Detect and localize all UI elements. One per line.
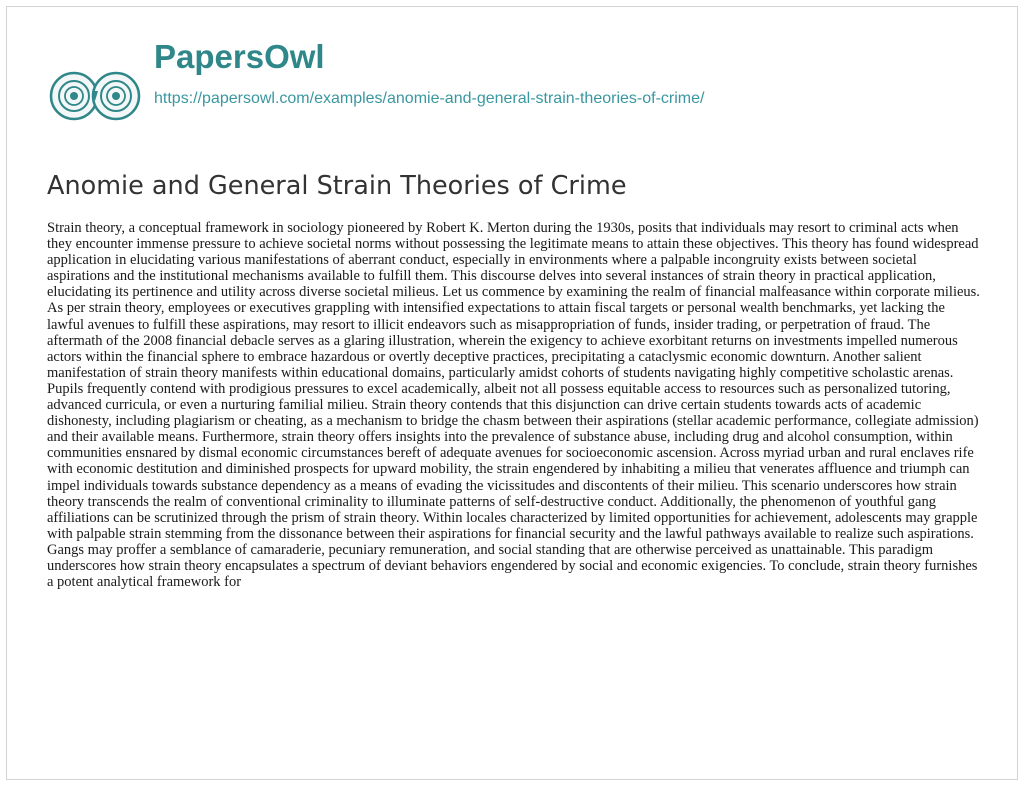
brand-name: PapersOwl [154,38,325,75]
owl-eyes-icon-svg [47,61,143,127]
source-url-link[interactable]: https://papersowl.com/examples/anomie-and-general-strain-theories-of-crime/ [154,90,705,107]
owl-eyes-icon [47,61,143,127]
page-title: Anomie and General Strain Theories of Crime [47,171,627,201]
site-header [47,37,987,127]
essay-body: Strain theory, a conceptual framework in sociology pioneered by Robert K. Merton during the 1930s, posits that individuals may resort to criminal acts when they encounter immense pressure to achieve societal norms without possessing the legitimate means to attain these objectives. This theory has found widespread application in elucidating various manifestations of aberrant conduct, especially in environments where a palpable incongruity exists between societal aspirations and the institutional mechanisms available to fulfill them. This discourse delves into several instances of strain theory in practical application, elucidating its pertinence and utility across diverse societal milieus. Let us commence by examining the realm of financial malfeasance within corporate milieus. As per strain theory, employees or executives grappling with intensified expectations to attain fiscal targets or personal wealth benchmarks, yet lacking the lawful avenues to fulfill these aspirations, may resort to illicit endeavors such as misappropriation of funds, insider trading, or perpetration of fraud. The aftermath of the 2008 financial debacle serves as a glaring illustration, wherein the exigency to achieve exorbitant returns on investments impelled numerous actors within the financial sphere to embrace hazardous or overtly deceptive practices, precipitating a cataclysmic economic downturn. Another salient manifestation of strain theory manifests within educational domains, particularly amidst cohorts of students navigating highly competitive scholastic arenas. Pupils frequently contend with prodigious pressures to excel academically, albeit not all possess equitable access to resources such as personalized tutoring, advanced curricula, or even a nurturing familial milieu. Strain theory contends that this disjunction can drive certain students towards acts of academic dishonesty, including plagiarism or cheating, as a mechanism to bridge the chasm between their aspirations (stellar academic performance, collegiate admission) and their available means. Furthermore, strain theory offers insights into the prevalence of substance abuse, including drug and alcohol consumption, within communities ensnared by dismal economic circumstances bereft of adequate avenues for socioeconomic ascension. Across myriad urban and rural enclaves rife with economic destitution and diminished prospects for upward mobility, the strain engendered by inhabiting a milieu that venerates affluence and triumph can impel individuals towards substance dependency as a means of evading the vicissitudes and discontents of their milieu. This scenario underscores how strain theory transcends the realm of conventional criminality to illuminate patterns of self-destructive conduct. Additionally, the phenomenon of youthful gang affiliations can be scrutinized through the prism of strain theory. Within locales characterized by limited opportunities for achievement, adolescents may grapple with palpable strain stemming from the dissonance between their aspirations for financial security and the lawful pathways available to realize such aspirations. Gangs may proffer a semblance of camaraderie, pecuniary remuneration, and social standing that are otherwise perceived as unattainable. This paradigm underscores how strain theory encapsulates a spectrum of deviant behaviors engendered by social and economic exigencies. To conclude, strain theory furnishes a potent analytical framework for [47,220,980,591]
document-page [6,6,1018,780]
